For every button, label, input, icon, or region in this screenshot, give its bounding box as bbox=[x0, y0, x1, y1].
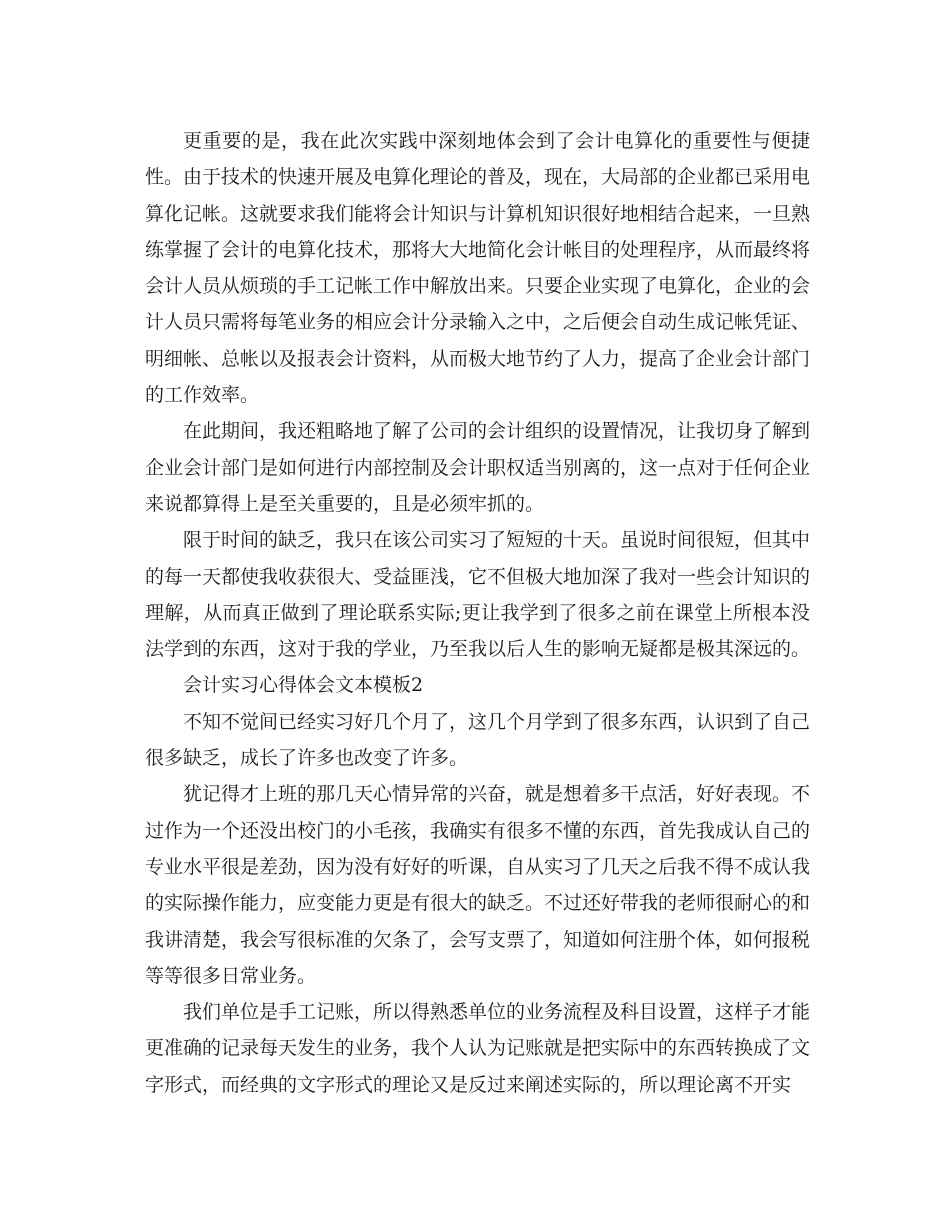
paragraph-manual-bookkeeping: 我们单位是手工记账，所以得熟悉单位的业务流程及科目设置，这样子才能更准确的记录每天发生的业务，我个人认为记账就是把实际中的东西转换成了文字形式，而经典的文字形式的理论又是反过来阐述实际的，所以理论离不开实 bbox=[145, 1001, 811, 1096]
paragraph-ten-day-internship: 限于时间的缺乏，我只在该公司实习了短短的十天。虽说时间很短，但其中的每一天都使我收获很大、受益匪浅，它不但极大地加深了我对一些会计知识的理解，从而真正做到了理论联系实际;更让我学到了很多之前在课堂上所根本没法学到的东西，这对于我的学业，乃至我以后人生的影响无疑都是极其深远的。 bbox=[145, 529, 811, 661]
paragraph-accounting-organization: 在此期间，我还粗略地了解了公司的会计组织的设置情况，让我切身了解到企业会计部门是如何进行内部控制及会计职权适当别离的，这一点对于任何企业来说都算得上是至关重要的，且是必须牢抓的。 bbox=[145, 420, 811, 515]
document-page bbox=[145, 123, 810, 1103]
paragraph-computerized-accounting: 更重要的是，我在此次实践中深刻地体会到了会计电算化的重要性与便捷性。由于技术的快速开展及电算化理论的普及，现在，大局部的企业都已采用电算化记帐。这就要求我们能将会计知识与计算机知识很好地相结合起来，一旦熟练掌握了会计的电算化技术，那将大大地简化会计帐目的处理程序，从而最终将会计人员从烦琐的手工记帐工作中解放出来。只要企业实现了电算化，企业的会计人员只需将每笔业务的相应会计分录输入之中，之后便会自动生成记帐凭证、明细帐、总帐以及报表会计资料，从而极大地节约了人力，提高了企业会计部门的工作效率。 bbox=[145, 130, 811, 407]
paragraph-first-days-at-work: 犹记得才上班的那几天心情异常的兴奋，就是想着多干点活，好好表现。不过作为一个还没出校门的小毛孩，我确实有很多不懂的东西，首先我成认自己的专业水平很是差劲，因为没有好好的听课，自从实习了几天之后我不得不成认我的实际操作能力，应变能力更是有很大的缺乏。不过还好带我的老师很耐心的和我讲清楚，我会写很标准的欠条了，会写支票了，知道如何注册个体，如何报税等等很多日常业务。 bbox=[145, 783, 811, 987]
section-heading-template-2: 会计实习心得体会文本模板2 bbox=[183, 674, 424, 697]
paragraph-months-of-internship: 不知不觉间已经实习好几个月了，这几个月学到了很多东西，认识到了自己很多缺乏，成长了许多也改变了许多。 bbox=[145, 710, 811, 770]
